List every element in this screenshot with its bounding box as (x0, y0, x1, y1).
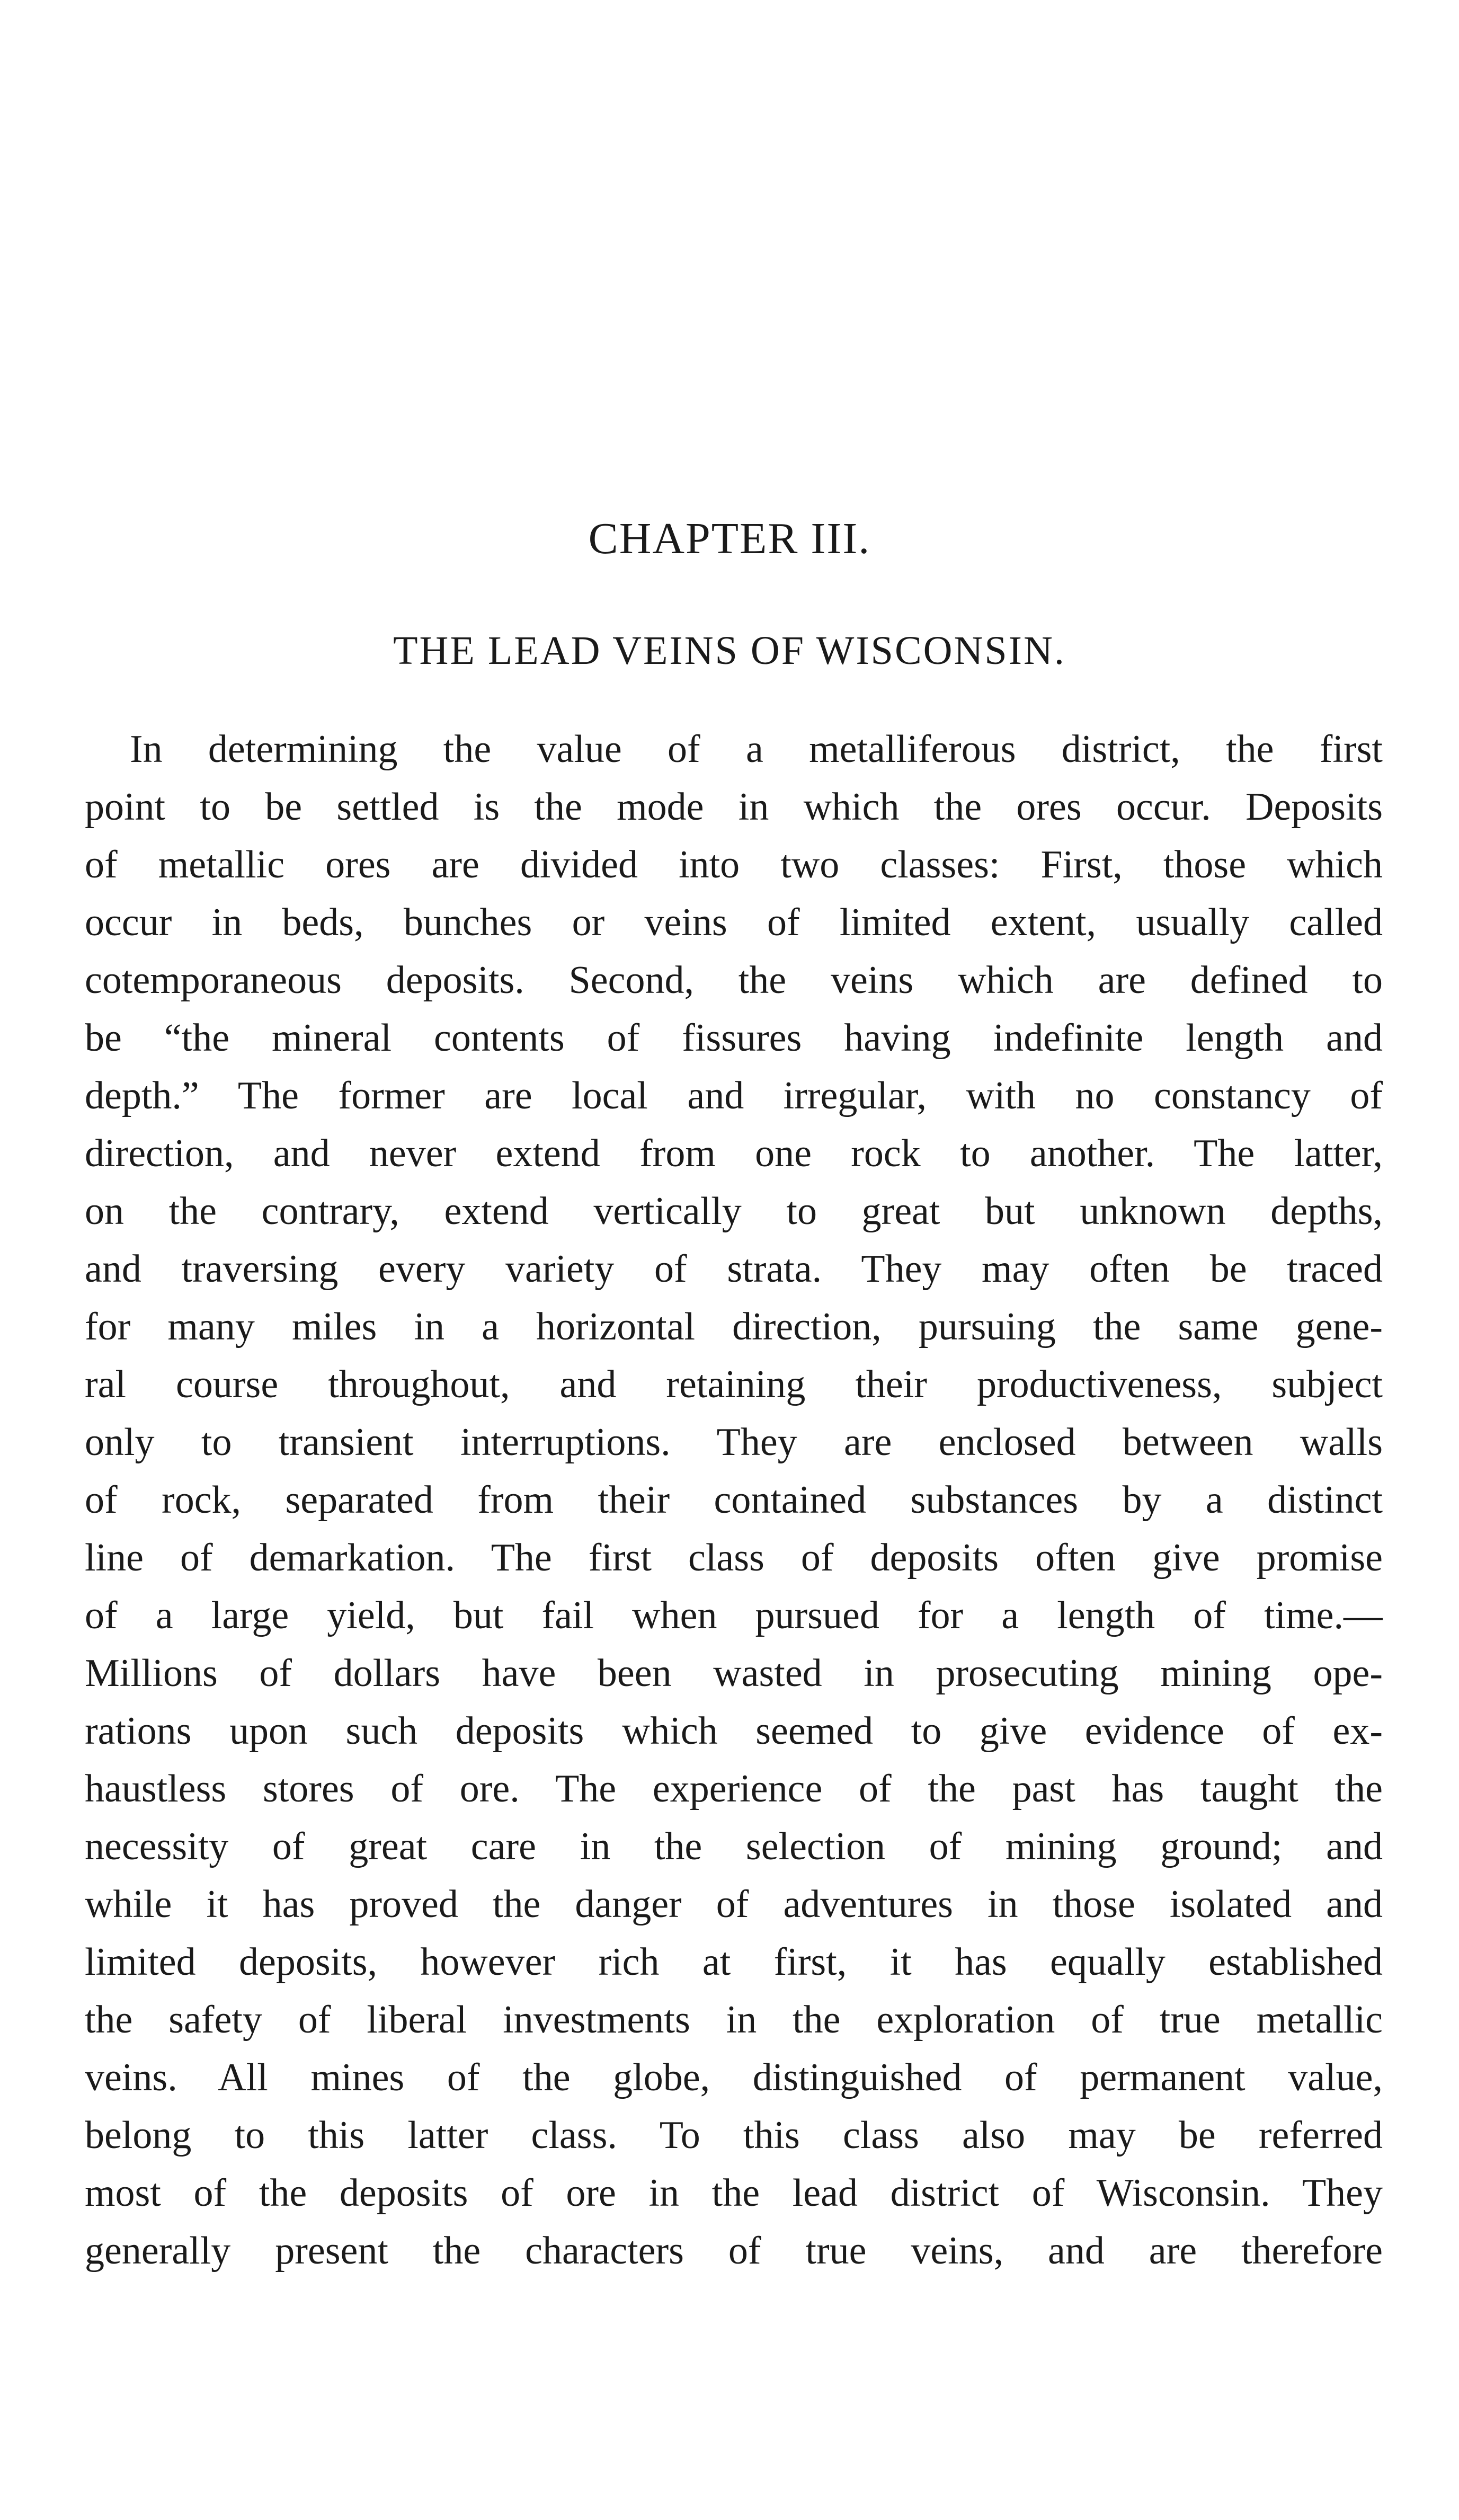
text-line: generally present the characters of true veins, and are therefore (85, 2229, 1383, 2273)
text-line: for many miles in a horizontal direction, pursuing the same gene- (85, 1305, 1383, 1348)
text-line: haustless stores of ore. The experience of the past has taught the (85, 1767, 1383, 1811)
text-line: the safety of liberal investments in the exploration of true metallic (85, 1998, 1383, 2042)
text-line: limited deposits, however rich at first, it has equally established (85, 1940, 1383, 1984)
text-line: and traversing every variety of strata. They may often be traced (85, 1247, 1383, 1291)
text-line: of metallic ores are divided into two classes: First, those which (85, 843, 1383, 886)
text-line: be “the mineral contents of fissures having indefinite length and (85, 1016, 1383, 1060)
text-line: veins. All mines of the globe, distinguished of permanent value, (85, 2056, 1383, 2099)
text-line: necessity of great care in the selection of mining ground; and (85, 1825, 1383, 1868)
body-paragraph (85, 721, 1383, 2280)
text-line: belong to this latter class. To this class also may be referred (85, 2114, 1383, 2157)
text-line: Millions of dollars have been wasted in prosecuting mining ope- (85, 1652, 1383, 1695)
text-line: occur in beds, bunches or veins of limited extent, usually called (85, 901, 1383, 944)
text-line: on the contrary, extend vertically to great but unknown depths, (85, 1190, 1383, 1233)
chapter-title: THE LEAD VEINS OF WISCONSIN. (393, 628, 1066, 673)
text-line: while it has proved the danger of adventures in those isolated and (85, 1883, 1383, 1926)
text-line: of a large yield, but fail when pursued for a length of time.— (85, 1594, 1383, 1637)
text-line: ral course throughout, and retaining their productiveness, subject (85, 1363, 1383, 1406)
text-line: line of demarkation. The first class of deposits often give promise (85, 1536, 1383, 1580)
text-line: In determining the value of a metalliferous district, the first (130, 727, 1383, 771)
text-line: direction, and never extend from one rock to another. The latter, (85, 1132, 1383, 1175)
text-line: most of the deposits of ore in the lead district of Wisconsin. They (85, 2171, 1383, 2215)
text-line: only to transient interruptions. They are enclosed between walls (85, 1421, 1383, 1464)
chapter-number: CHAPTER III. (588, 514, 871, 563)
text-line: point to be settled is the mode in which the ores occur. Deposits (85, 785, 1383, 829)
text-line: cotemporaneous deposits. Second, the veins which are defined to (85, 959, 1383, 1002)
text-line: of rock, separated from their contained substances by a distinct (85, 1478, 1383, 1522)
text-line: depth.” The former are local and irregular, with no constancy of (85, 1074, 1383, 1117)
text-line: rations upon such deposits which seemed to give evidence of ex- (85, 1709, 1383, 1753)
